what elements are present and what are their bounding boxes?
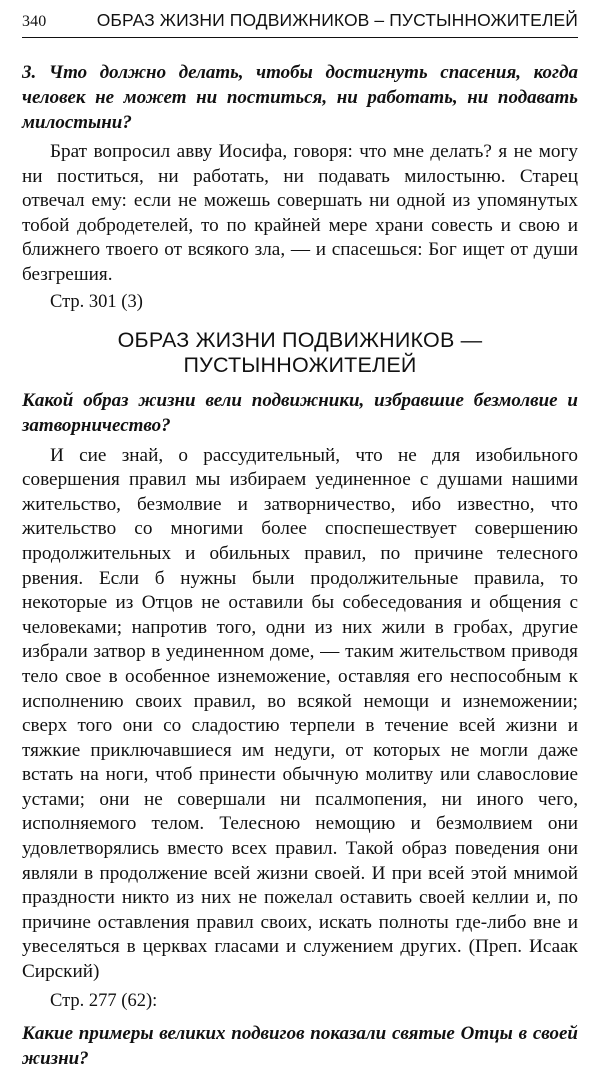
page-number: 340 [22,13,47,30]
question-heading: Какие примеры великих подвигов показали святые Отцы в своей жизни? [22,1022,578,1069]
answer-paragraph: И сие знай, о рассудительный, что не для изобильного совершения правил мы избираем уединенное с душами нашими жительство, безмолвие и затворничество, ибо известно, что жительство со многими более споспешествует совершению продолжительных и обильных правил, по причине телесного рвения. Если б нужны были продолжительные правила, то некоторые из Отцов не оставили бы собеседования и общения с человеками; напротив того, одни из них жили в гробах, другие избрали затвор в уединенном доме, — таким жительством приводя тело свое в особенное изнеможение, оставляя его неспособным к исполнению своих правил, во всякой немощи и изнеможении; сверх того они со сладостию терпели в течение всей жизни и тяжкие приключавшиеся им недуги, от которых не могли даже встать на ноги, чтоб принести обычную молитву или славословие устами; они не совершали ни псалмопения, ни иного чего, исполняемого телом. Телесною немощию и безмолвием они удовлетворялись вместо всех правил. Такой образ поведения они являли в продолжение всей жизни своей. И при всей этой мнимой праздности никто из них не пожелал оставить своей келлии и, по причине оставления правил своих, искать полноты где-либо вне и увеселяться в церквах гласами и служением других. (Преп. Исаак Сирский) [22,444,578,983]
running-header [22,10,578,38]
source-reference: Стр. 277 (62): [50,990,158,1011]
running-title: ОБРАЗ ЖИЗНИ ПОДВИЖНИКОВ – ПУСТЫННОЖИТЕЛЕЙ [96,10,578,30]
section-title: ОБРАЗ ЖИЗНИ ПОДВИЖНИКОВ — ПУСТЫННОЖИТЕЛЕЙ [117,327,483,377]
question-heading: 3. Что должно делать, чтобы достигнуть спасения, когда человек не может ни поститься, ни работать, ни подавать милостыни? [22,62,578,133]
source-reference: Стр. 301 (3) [50,291,143,312]
answer-paragraph: Брат вопросил авву Иосифа, говоря: что мне делать? я не могу ни поститься, ни работать, ни подавать милостыню. Старец отвечал ему: если не можешь совершать ни одной из упомянутых тобой добродетелей, то по крайней мере храни совесть и свою и ближнего твоего от всякого зла, — и спасешься: Бог ищет от души безгрешия. [22,141,578,285]
question-heading: Какой образ жизни вели подвижники, избравшие безмолвие и затворничество? [22,389,578,436]
book-page [22,10,578,1071]
